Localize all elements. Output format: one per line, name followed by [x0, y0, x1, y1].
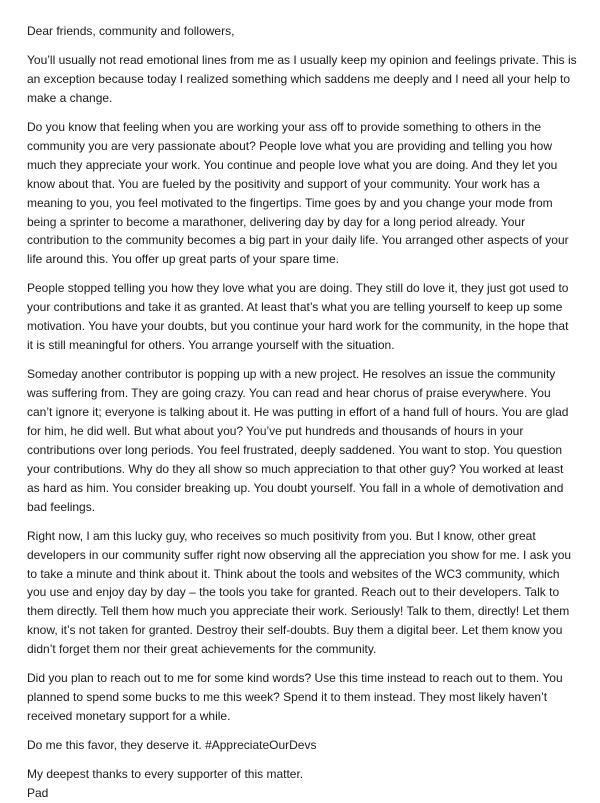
- paragraph-intro: You’ll usually not read emotional lines from me as I usually keep my opinion and feelings private. This is an exception because today I realized something which saddens me deeply and I need all your help to make a change.: [27, 53, 577, 105]
- paragraph-new-contributor: Someday another contributor is popping up with a new project. He resolves an issue the community was suffering from. They are going crazy. You can read and hear chorus of praise everywhere. You can’t ignore it; everyone is talking about it. He was putting in effort of a hand full of hours. You are glad for him, he did well. But what about you? You’ve put hundreds and thousands of hours in your contributions over long periods. You feel frustrated, deeply saddened. You want to stop. You question your contributions. Why do they all show so much appreciation to that other guy? You worked at least as hard as him. You consider breaking up. You doubt yourself. You fall in a whole of demotivation and bad feelings.: [27, 367, 569, 514]
- letter-body: [27, 22, 577, 803]
- paragraph-hashtag: Do me this favor, they deserve it. #AppreciateOurDevs: [27, 738, 317, 753]
- salutation: Dear friends, community and followers,: [27, 24, 235, 38]
- paragraph-call-to-action: Right now, I am this lucky guy, who receives so much positivity from you. But I know, other great developers in our community suffer right now observing all the appreciation you show for me. I ask you to take a minute and think about it. Think about the tools and websites of the WC3 community, which you use and enjoy day by day – the tools you take for granted. Reach out to their developers. Talk to them directly. Tell them how much you appreciate their work. Seriously! Talk to them, directly! Let them know, it’s not taken for granted. Destroy their self-doubts. Buy them a digital beer. Let them know you didn’t forget them nor their great achievements for the community.: [27, 528, 572, 657]
- closing-line: My deepest thanks to every supporter of this matter.: [27, 767, 304, 782]
- paragraph-passion: Do you know that feeling when you are working your ass off to provide something to others in the community you are very passionate about? People love what you are providing and telling you how much they appreciate your work. You continue and people love what you are doing. And they let you know about that. You are fueled by the positivity and support of your community. Your work has a meaning to you, you feel motivated to the fingertips. Time goes by and you change your mode from being a sprinter to become a marathoner, delivering day by day for a long period already. Your contribution to the community becomes a big part in your daily life. You arranged other aspects of your life around this. You offer up great parts of your spare time.: [27, 120, 569, 267]
- paragraph-taken-for-granted: People stopped telling you how they love what you are doing. They still do love it, they just got used to your contributions and take it as granted. At least that’s what you are telling yourself to keep up some motivation. You have your doubts, but you continue your hard work for the community, in the hope that it is still meaningful for others. You arrange yourself with the situation.: [27, 281, 569, 353]
- closing-block: [27, 765, 577, 803]
- signature: Pad: [27, 786, 49, 801]
- paragraph-redirect-support: Did you plan to reach out to me for some kind words? Use this time instead to reach out to them. You planned to spend some bucks to me this week? Spend it to them instead. They most likely haven’t received monetary support for a while.: [27, 671, 563, 724]
